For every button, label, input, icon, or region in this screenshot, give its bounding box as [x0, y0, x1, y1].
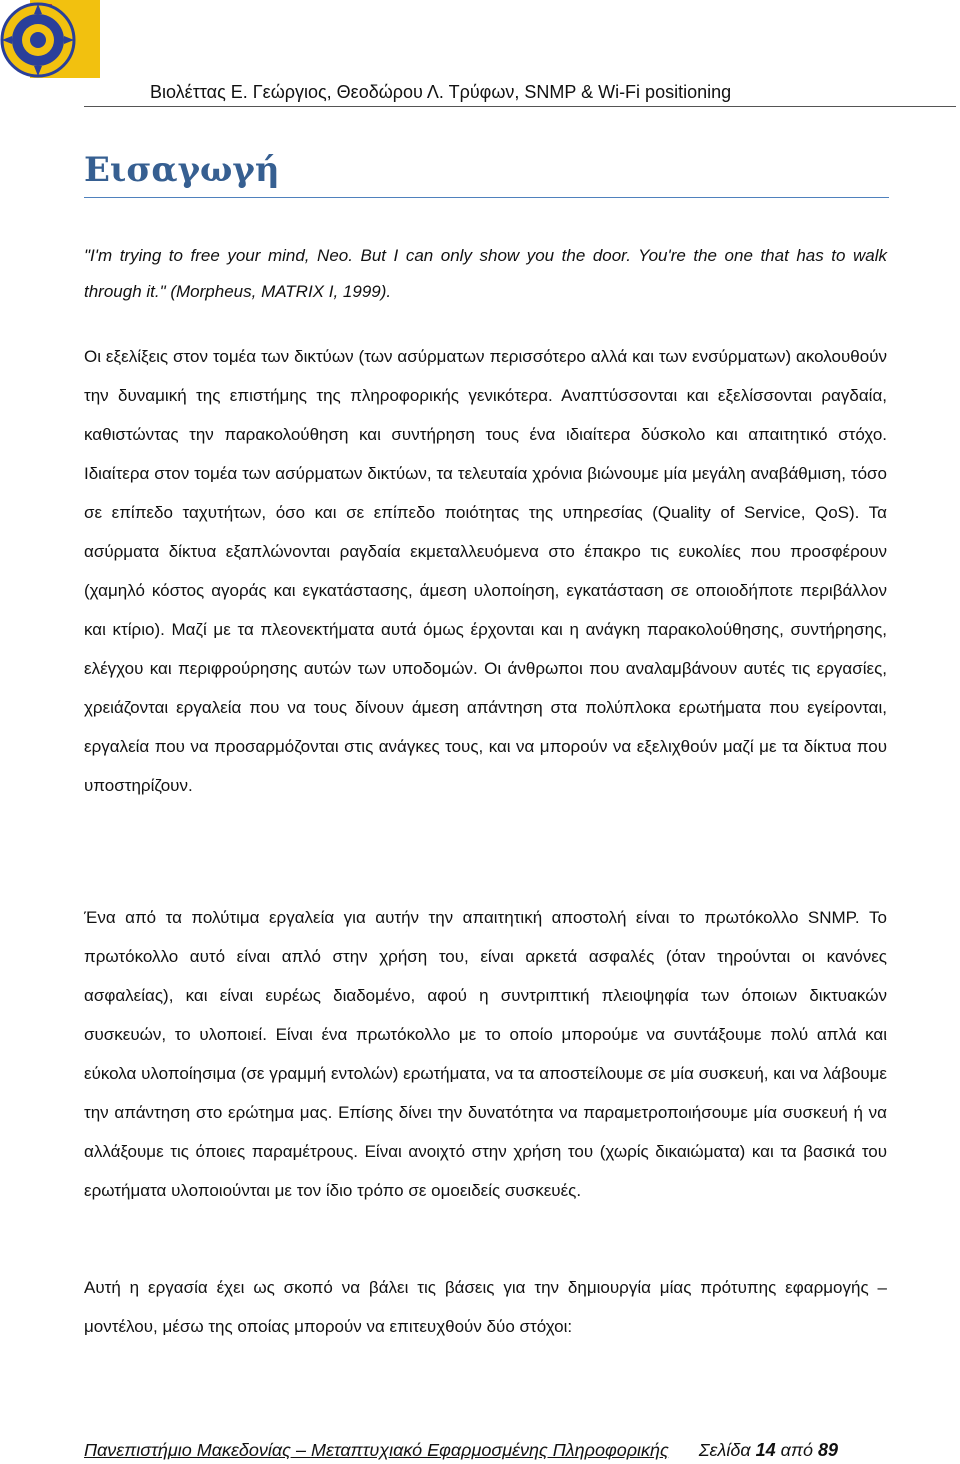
- paragraph-snmp: Ένα από τα πολύτιμα εργαλεία για αυτήν την απαιτητική αποστολή είναι το πρωτόκολλο SNMP. Το πρωτόκολλο αυτό είναι απλό στην χρήση του, είναι αρκετά ασφαλές (όταν τηρούνται οι κανόνες ασφαλείας), και είναι ευρέως διαδομένο, αφού η συντριπτική πλειοψηφία των όποιων δικτυακών συσκευών, το υλοποιεί. Είναι ένα πρωτόκολλο με το οποίο μπορούμε να συντάξουμε πολύ απλά και εύκολα υλοποίησιμα (σε γραμμή εντολών) ερωτήματα, να τα αποστείλουμε σε μία συσκευή, και να λάβουμε την απάντηση στο ερώτημα μας. Επίσης δίνει την δυνατότητα να παραμετροποιήσουμε μία συσκευή ή να αλλάξουμε τις όποιες παραμέτρους. Είναι ανοιχτό στην χρήση του (χωρίς δικαιώματα) και τα βασικά του ερωτήματα υλοποιούνται με τον ίδιο τρόπο σε ομοειδείς συσκευές.: [84, 908, 887, 1200]
- paragraph-intro: Οι εξελίξεις στον τομέα των δικτύων (των ασύρματων περισσότερο αλλά και των ενσύρματων) ακολουθούν την δυναμική της επιστήμης της πληροφορικής γενικότερα. Αναπτύσσονται και εξελίσσονται ραγδαία, καθιστώντας την παρακολούθηση και συντήρηση τους ένα ιδιαίτερα δύσκολο και απαιτητικό στόχο. Ιδιαίτερα στον τομέα των ασύρματων δικτύων, τα τελευταία χρόνια βιώνουμε μία μεγάλη αναβάθμιση, τόσο σε επίπεδο ταχυτήτων, όσο και σε επίπεδο ποιότητας της υπηρεσίας (Quality of Service, QoS). Τα ασύρματα δίκτυα εξαπλώνονται ραγδαία εκμεταλλευόμενα στο έπακρο τις ευκολίες που προσφέρουν (χαμηλό κόστος αγοράς και εγκατάστασης, άμεση υλοποίηση, εγκατάσταση σε οποιοδήποτε περιβάλλον και κτίριο). Μαζί με τα πλεονεκτήματα αυτά όμως έρχονται και η ανάγκη παρακολούθησης, συντήρησης, ελέγχου και περιφρούρησης αυτών των υποδομών. Οι άνθρωποι που αναλαμβάνουν αυτές τις εργασίες, χρειάζονται εργαλεία που να τους δίνουν άμεση απάντηση στα πολύπλοκα ερωτήματα που εγείρονται, εργαλεία που να προσαρμόζονται στις ανάγκες τους, και να μπορούν να εξελιχθούν μαζί με τα δίκτυα που υποστηρίζουν.: [84, 347, 887, 795]
- section-title: Εισαγωγή: [84, 150, 280, 190]
- footer-total-pages: 89: [818, 1440, 839, 1460]
- footer-of-label: από: [780, 1440, 814, 1460]
- running-header: Βιολέττας Ε. Γεώργιος, Θεοδώρου Λ. Τρύφων, SNMP & Wi-Fi positioning: [150, 82, 732, 102]
- footer-course: [84, 1440, 669, 1460]
- footer-separator: –: [290, 1440, 311, 1460]
- page-footer: [84, 1440, 884, 1461]
- footer-university: Πανεπιστήμιο Μακεδονίας: [84, 1440, 291, 1460]
- footer-program: Μεταπτυχιακό Εφαρμοσμένης Πληροφορικής: [310, 1440, 669, 1460]
- footer-page-number: 14: [755, 1440, 776, 1460]
- paragraph-goals: Αυτή η εργασία έχει ως σκοπό να βάλει τις βάσεις για την δημιουργία μίας πρότυπης εφαρμογής –μοντέλου, μέσω της οποίας μπορούν να επιτευχθούν δύο στόχοι:: [84, 1278, 887, 1336]
- university-seal-logo: [0, 0, 100, 100]
- footer-page-label: Σελίδα: [698, 1440, 751, 1460]
- epigraph-quote: "I'm trying to free your mind, Neo. But I can only show you the door. You're the one that has to walk through it." (Morpheus, MATRIX I, 1999).: [84, 246, 887, 301]
- header-divider: [84, 106, 956, 107]
- title-underline: [84, 197, 889, 198]
